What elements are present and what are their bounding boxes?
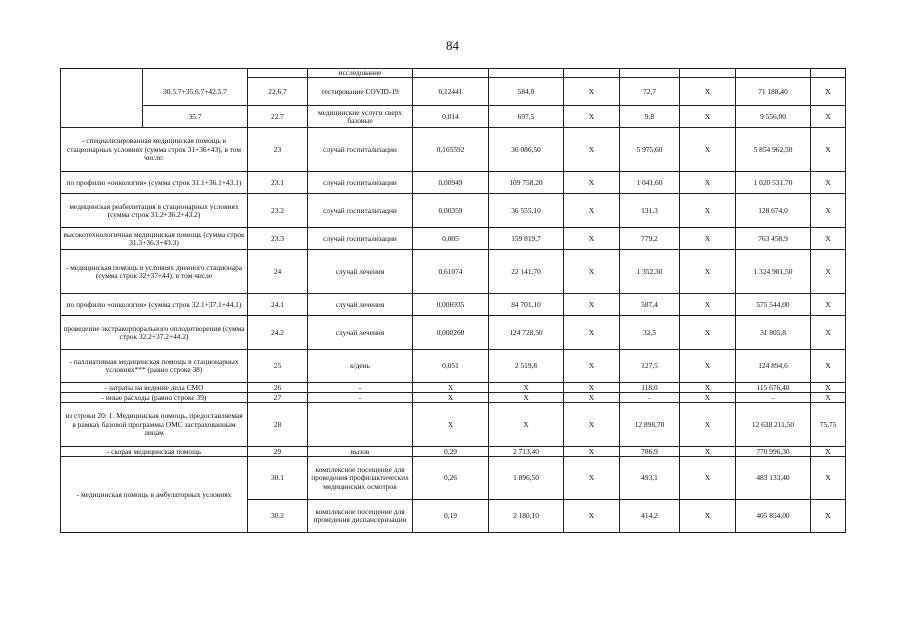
cell: 9 556,00: [736, 106, 811, 128]
cell: 0,00949: [413, 172, 489, 194]
cell: X: [564, 447, 620, 457]
cell: случай лечения: [308, 250, 413, 294]
cell: [564, 69, 620, 78]
table-row: [61, 294, 846, 316]
row-label: - медицинская помощь в условиях дневного стационара (сумма строк 32+37+44), в том числе: [61, 250, 248, 294]
cell: 414,2: [620, 500, 680, 533]
cell: [61, 69, 143, 128]
cell: к/день: [308, 350, 413, 383]
cell: 12 898,70: [620, 403, 680, 447]
cell: 36 555,10: [489, 194, 564, 228]
cell: X: [811, 172, 846, 194]
table-row: [61, 383, 846, 393]
cell: 0,61074: [413, 250, 489, 294]
cell: 131,3: [620, 194, 680, 228]
cell: X: [564, 457, 620, 500]
cell: комплексное посещение для проведения профилактических медицинских осмотров: [308, 457, 413, 500]
cell: случай госпитализации: [308, 128, 413, 172]
cell: -: [620, 393, 680, 403]
cell: X: [680, 294, 736, 316]
row-label: - иные расходы (равно строке 39): [61, 393, 248, 403]
cell: 24.2: [248, 316, 308, 350]
cell: [680, 69, 736, 78]
cell: 31 805,8: [736, 316, 811, 350]
cell: 587,4: [620, 294, 680, 316]
cell: 124 894,6: [736, 350, 811, 383]
cell: 697,5: [489, 106, 564, 128]
table-row: [61, 316, 846, 350]
cell: 575 544,00: [736, 294, 811, 316]
cell: X: [564, 294, 620, 316]
cell: 763 458,9: [736, 228, 811, 250]
cell: X: [489, 393, 564, 403]
cell: 72,7: [620, 78, 680, 106]
cell: 12 638 211,50: [736, 403, 811, 447]
cell: медицинские услуги сверх базовые: [308, 106, 413, 128]
cell: 5 854 962,50: [736, 128, 811, 172]
cell: X: [811, 250, 846, 294]
cell: 0,051: [413, 350, 489, 383]
cell: X: [680, 350, 736, 383]
cell: X: [489, 383, 564, 393]
cell: X: [489, 403, 564, 447]
cell: X: [680, 128, 736, 172]
cell: X: [680, 250, 736, 294]
table-row: [61, 403, 846, 447]
cell: случай госпитализации: [308, 228, 413, 250]
cell: X: [564, 250, 620, 294]
row-label: - медицинская помощь в амбулаторных условиях: [61, 457, 248, 533]
cell: -: [308, 383, 413, 393]
cell: 9,8: [620, 106, 680, 128]
cell: 0,19: [413, 500, 489, 533]
table-row: [61, 106, 846, 128]
cell: 128 674,0: [736, 194, 811, 228]
cell: X: [564, 316, 620, 350]
cell: 75,75: [811, 403, 846, 447]
cell: 0,165592: [413, 128, 489, 172]
cell: 0,29: [413, 447, 489, 457]
cell: 118,0: [620, 383, 680, 393]
cell: X: [811, 128, 846, 172]
cell: 493,1: [620, 457, 680, 500]
cell: [811, 69, 846, 78]
cell: 1 020 531,70: [736, 172, 811, 194]
cell: 22.7: [248, 106, 308, 128]
cell: 109 758,20: [489, 172, 564, 194]
cell: 0,005: [413, 228, 489, 250]
cell: 26: [248, 383, 308, 393]
page-number: 84: [446, 38, 459, 53]
table-row: [61, 447, 846, 457]
cell: X: [413, 393, 489, 403]
cell: X: [564, 128, 620, 172]
cell: 1 352,30: [620, 250, 680, 294]
row-label: - скорая медицинская помощь: [61, 447, 248, 457]
cell: 36 086,50: [489, 128, 564, 172]
cell: 1 896,50: [489, 457, 564, 500]
cell: 159 819,7: [489, 228, 564, 250]
cell: 27: [248, 393, 308, 403]
cell: [736, 69, 811, 78]
cell: 0,00359: [413, 194, 489, 228]
cell: X: [564, 78, 620, 106]
cell: X: [680, 316, 736, 350]
cell: 115 676,40: [736, 383, 811, 393]
cell: X: [564, 194, 620, 228]
cell: X: [564, 228, 620, 250]
cell: 1 041,60: [620, 172, 680, 194]
table-row: [61, 172, 846, 194]
row-label: из строки 20: 1. Медицинская помощь, предоставляемая в рамках базовой программы ОМС застрахованным лицам: [61, 403, 248, 447]
cell: 24.1: [248, 294, 308, 316]
cell: X: [811, 194, 846, 228]
row-label: высокотехнологичная медицинская помощь (сумма строк 31.3+36.3+43.3): [61, 228, 248, 250]
cell: X: [680, 194, 736, 228]
cell: [308, 403, 413, 447]
cell: X: [680, 500, 736, 533]
cell: случай госпитализации: [308, 172, 413, 194]
cell: X: [811, 316, 846, 350]
cell: 71 188,40: [736, 78, 811, 106]
cell: вызов: [308, 447, 413, 457]
table-row: [61, 69, 846, 78]
cell: [620, 69, 680, 78]
cell: 23.3: [248, 228, 308, 250]
cell: X: [811, 393, 846, 403]
table-row: [61, 128, 846, 172]
cell: 127,5: [620, 350, 680, 383]
cell: 584,0: [489, 78, 564, 106]
cell: 22.6.7: [248, 78, 308, 106]
row-label: - паллиативная медицинская помощь в стационарных условиях*** (равно строке 38): [61, 350, 248, 383]
cell: X: [811, 350, 846, 383]
table-row: [61, 457, 846, 500]
cell: случай госпитализации: [308, 194, 413, 228]
table-row: [61, 250, 846, 294]
cell: X: [811, 457, 846, 500]
cell: X: [811, 78, 846, 106]
cell: X: [811, 294, 846, 316]
cell: 35.7: [143, 106, 248, 128]
cell: X: [564, 500, 620, 533]
cell: X: [680, 457, 736, 500]
cell: случай лечения: [308, 294, 413, 316]
cell: -: [736, 393, 811, 403]
row-label: - затраты на ведение дела СМО: [61, 383, 248, 393]
cell: X: [680, 78, 736, 106]
row-label: по профилю «онкология» (сумма строк 31.1+36.1+43.1): [61, 172, 248, 194]
cell: 29: [248, 447, 308, 457]
table-row: [61, 393, 846, 403]
cell: X: [564, 383, 620, 393]
cell: 0,000260: [413, 316, 489, 350]
cell: X: [811, 447, 846, 457]
table-row: [61, 194, 846, 228]
cell: 0,014: [413, 106, 489, 128]
table-row: [61, 228, 846, 250]
cell: X: [680, 393, 736, 403]
cell: 30.1: [248, 457, 308, 500]
tariff-table: [60, 68, 846, 533]
cell: 2 180,10: [489, 500, 564, 533]
cell: комплексное посещение для проведения диспансеризации: [308, 500, 413, 533]
cell: X: [564, 172, 620, 194]
cell: случай лечения: [308, 316, 413, 350]
cell: 32,5: [620, 316, 680, 350]
cell: X: [413, 403, 489, 447]
cell: 23: [248, 128, 308, 172]
cell: X: [564, 106, 620, 128]
cell: X: [564, 393, 620, 403]
cell: 1 324 981,50: [736, 250, 811, 294]
cell: 23.1: [248, 172, 308, 194]
cell: X: [680, 106, 736, 128]
cell: 30.5.7+35.6.7+42.5.7: [143, 69, 248, 106]
cell: X: [680, 228, 736, 250]
cell: 779,2: [620, 228, 680, 250]
cell: 24: [248, 250, 308, 294]
cell: X: [811, 500, 846, 533]
row-label: проведение экстракорпорального оплодотворения (сумма строк 32.2+37.2+44.2): [61, 316, 248, 350]
cell: -: [308, 393, 413, 403]
cell: X: [811, 228, 846, 250]
cell: [489, 69, 564, 78]
table-row: [61, 350, 846, 383]
row-label: - специализированная медицинская помощь в стационарных условиях (сумма строк 31+36+43), в том числе:: [61, 128, 248, 172]
cell: X: [413, 383, 489, 393]
cell: 405 854,00: [736, 500, 811, 533]
cell: X: [811, 106, 846, 128]
cell: 84 701,10: [489, 294, 564, 316]
cell: [413, 69, 489, 78]
cell: 770 996,30: [736, 447, 811, 457]
cell: 2 713,40: [489, 447, 564, 457]
cell: X: [680, 383, 736, 393]
cell: исследование: [308, 69, 413, 78]
cell: 483 133,40: [736, 457, 811, 500]
cell: 786,9: [620, 447, 680, 457]
cell: 124 728,50: [489, 316, 564, 350]
cell: 25: [248, 350, 308, 383]
cell: 23.2: [248, 194, 308, 228]
cell: 0,006935: [413, 294, 489, 316]
cell: 2 519,8: [489, 350, 564, 383]
cell: 22 141,70: [489, 250, 564, 294]
row-label: по профилю «онкология» (сумма строк 32.1+37.1+44.1): [61, 294, 248, 316]
cell: тестирование COVID-19: [308, 78, 413, 106]
cell: X: [811, 383, 846, 393]
cell: 28: [248, 403, 308, 447]
cell: X: [564, 403, 620, 447]
cell: X: [680, 403, 736, 447]
cell: X: [680, 447, 736, 457]
cell: 30.2: [248, 500, 308, 533]
cell: X: [680, 172, 736, 194]
cell: [248, 69, 308, 78]
cell: 0,12441: [413, 78, 489, 106]
row-label: медицинская реабилитация в стационарных условиях (сумма строк 31.2+36.2+43.2): [61, 194, 248, 228]
cell: 0,26: [413, 457, 489, 500]
cell: X: [564, 350, 620, 383]
cell: 5 975,60: [620, 128, 680, 172]
